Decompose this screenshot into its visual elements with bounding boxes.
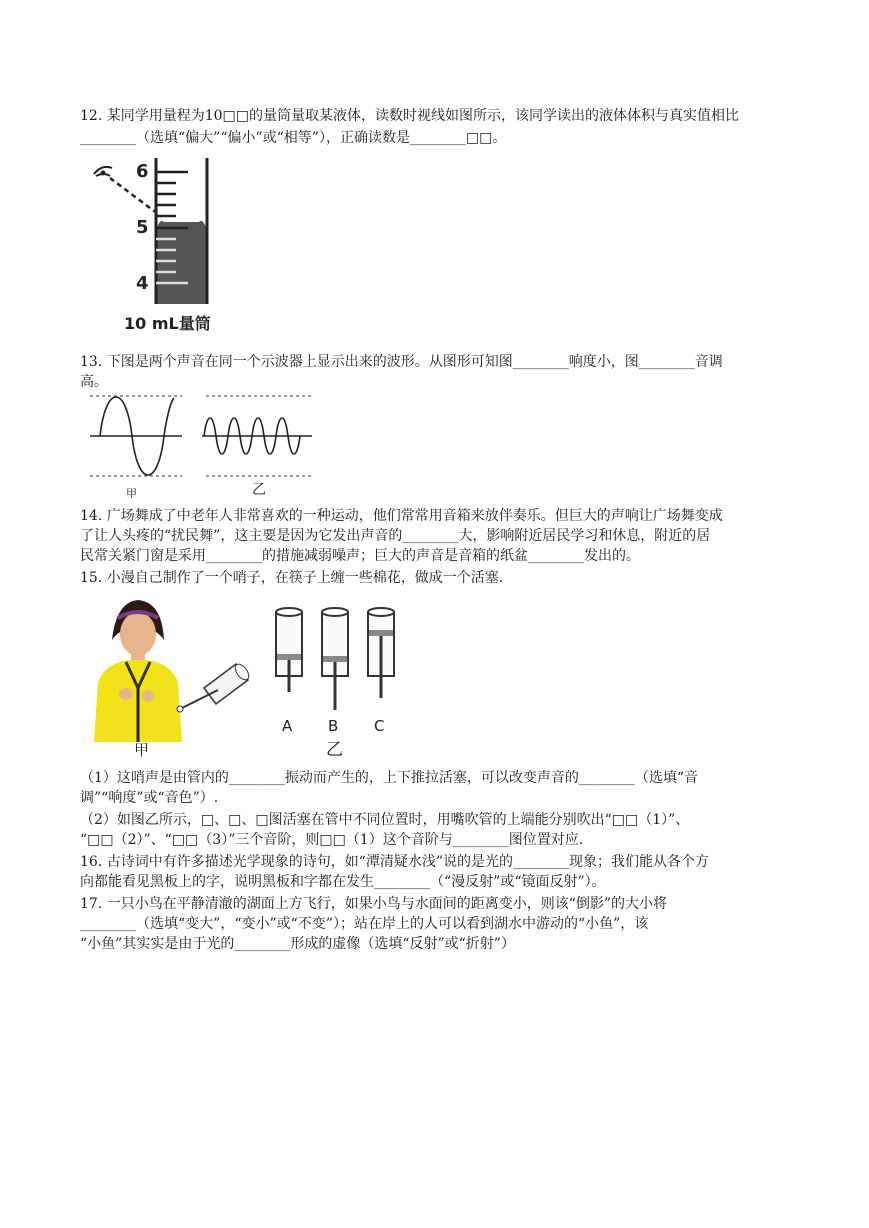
girl-illustration [94, 600, 182, 742]
graduated-cylinder-figure [84, 152, 244, 338]
tube-label-B: B [328, 717, 339, 735]
waveform-yi [202, 396, 312, 476]
q13-text-line1: 13. 下图是两个声音在同一个示波器上显示出来的波形。从图形可知图________响度小，图________音调 [80, 354, 723, 370]
q14-text-line2: 了让人头疼的“扰民舞”，这主要是因为它发出声音的________大，影响附近居民学习和休息，附近的居 [80, 528, 711, 544]
q16-text-line1: 16. 古诗词中有许多描述光学现象的诗句，如“潭清疑水浅”说的是光的________现象；我们能从各个方 [80, 854, 710, 870]
q17-text-line2: ________（选填“变大”，“变小”或“不变”）；站在岸上的人可以看到湖水中游动的“小鱼”，该 [80, 916, 649, 932]
q13-text-line2: 高。 [80, 374, 108, 390]
q14-text-line3: 民常关紧门窗是采用________的措施减弱噪声；巨大的声音是音箱的纸盆________发出的。 [80, 548, 640, 564]
whistle-figure [86, 592, 406, 768]
waveform-drawing [86, 392, 322, 502]
oscilloscope-figure [86, 392, 322, 502]
q12-text-line1: 12. 某同学用量程为10□□的量筒量取某液体，读数时视线如图所示，该同学读出的液体体积与真实值相比 [80, 108, 739, 124]
eye-icon [94, 167, 112, 176]
waveform-label-jia: 甲 [126, 487, 137, 500]
tick-label-5: 5 [136, 217, 149, 238]
waveform-jia [90, 396, 182, 476]
tick-label-4: 4 [136, 273, 149, 294]
tube-B [322, 608, 348, 710]
q12-text-line2: ________（选填“偏大”“偏小”或“相等”），正确读数是________□□。 [80, 130, 507, 146]
q16-text-line2: 向都能看见黑板上的字，说明黑板和字都在发生________（“漫反射”或“镜面反射”）。 [80, 874, 606, 890]
tube-C [368, 608, 394, 698]
figure-label-jia: 甲 [134, 741, 150, 759]
q15-sub2-line2: “□□（2）”、“□□（3）”三个音阶，则□□（1）这个音阶与________图位置对应. [80, 832, 584, 848]
graduated-cylinder-drawing [84, 152, 244, 338]
q15-sub2-line1: （2）如图乙所示，□、□、□图活塞在管中不同位置时，用嘴吹管的上端能分别吹出“□□（1）”、 [80, 812, 690, 828]
q14-text-line1: 14. 广场舞成了中老年人非常喜欢的一种运动，他们常常用音箱来放伴奏乐。但巨大的声响让广场舞变成 [80, 508, 723, 524]
q15-sub1-line1: （1）这哨声是由管内的________振动而产生的，上下推拉活塞，可以改变声音的________（选填“音 [80, 770, 699, 786]
waveform-label-yi: 乙 [252, 482, 266, 498]
whistle-tube [177, 662, 251, 712]
q17-text-line3: “小鱼”其实实是由于光的________形成的虚像（选填“反射”或“折射”） [80, 936, 515, 952]
tick-label-6: 6 [136, 161, 149, 182]
tube-label-C: C [374, 717, 385, 735]
q15-sub1-line2: 调”“响度”或“音色”）. [80, 790, 219, 806]
q15-text-line1: 15. 小漫自己制作了一个哨子，在筷子上缠一些棉花，做成一个活塞. [80, 570, 504, 586]
figure-label-yi: 乙 [326, 740, 343, 760]
sight-line [110, 178, 158, 214]
q17-text-line1: 17. 一只小鸟在平静清澈的湖面上方飞行，如果小鸟与水面间的距离变小，则该“倒影”的大小将 [80, 896, 668, 912]
tube-A [276, 608, 302, 692]
cylinder-caption: 10 mL量筒 [124, 314, 211, 333]
tube-label-A: A [282, 717, 293, 735]
